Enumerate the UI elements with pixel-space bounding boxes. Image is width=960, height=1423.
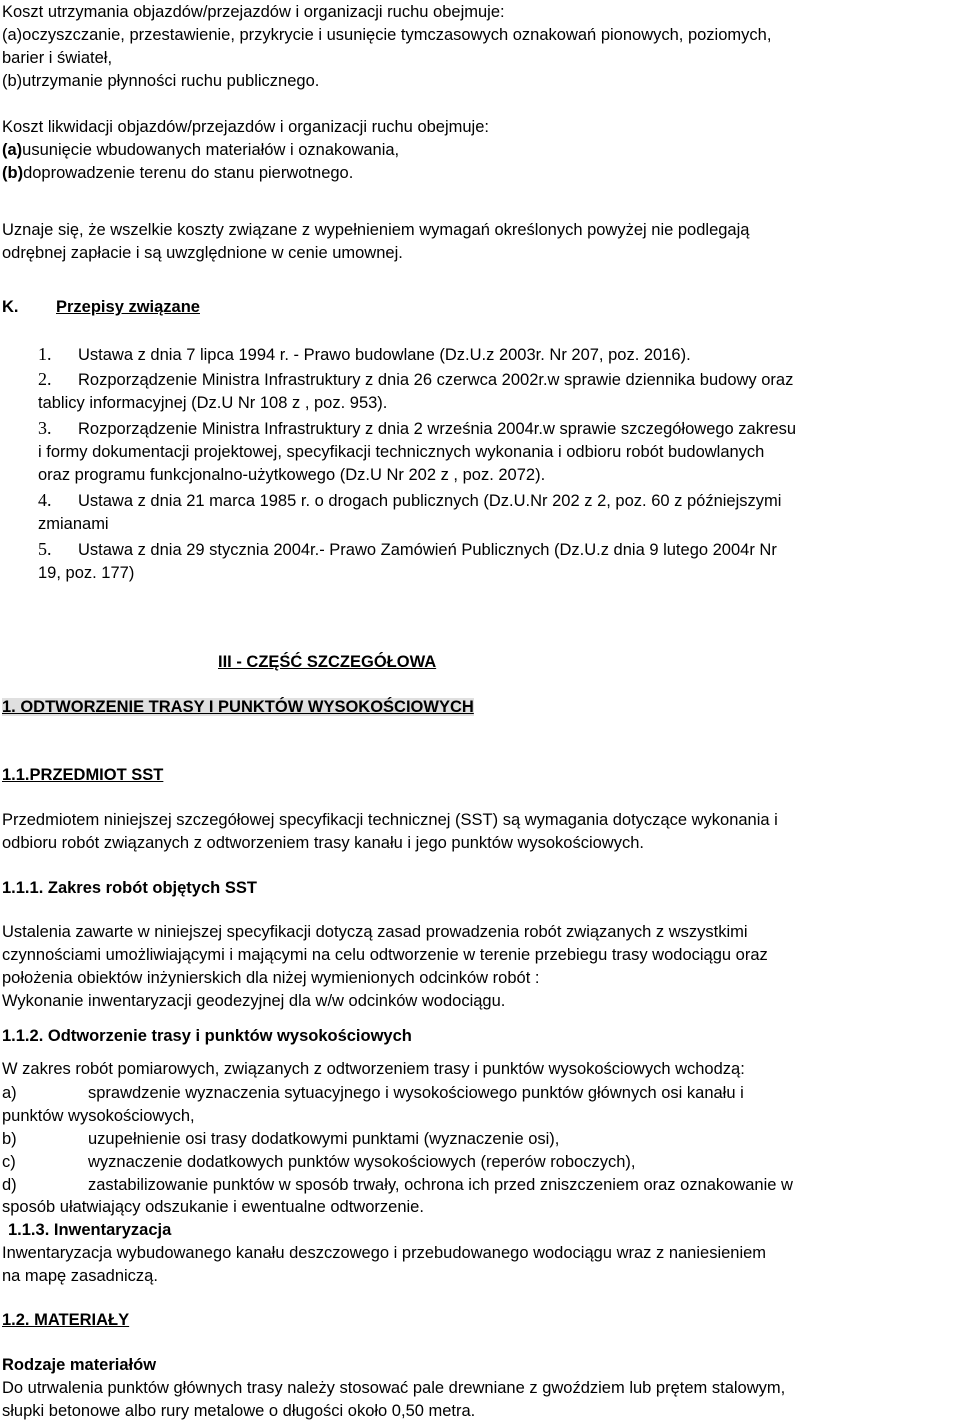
intro-line-3: barier i świateł,	[2, 49, 113, 67]
regulation-4-line-1: Ustawa z dnia 21 marca 1985 r. o drogach publicznych (Dz.U.Nr 202 z 2, poz. 60 z późniejszymi	[78, 492, 782, 510]
section-1-1-1-line-1: Ustalenia zawarte w niniejszej specyfikacji dotyczą zasad prowadzenia robót związanych z wszystkimi	[2, 923, 748, 941]
regulation-5-number: 5.	[38, 539, 52, 559]
intro-line-2: (a)oczyszczanie, przestawienie, przykrycie i usunięcie tymczasowych oznakowań pionowych, poziomych,	[2, 26, 772, 44]
part-3-title: III - CZĘŚĆ SZCZEGÓŁOWA	[218, 653, 437, 671]
item-d-label: d)	[2, 1176, 17, 1194]
regulation-1-number: 1.	[38, 344, 52, 364]
liquidation-item-a	[2, 140, 399, 160]
section-1-1-1-line-4: Wykonanie inwentaryzacji geodezyjnej dla w/w odcinków wodociągu.	[2, 992, 506, 1010]
regulation-3-line-2: i formy dokumentacji projektowej, specyfikacji technicznych wykonania i odbioru robót budowlanych	[38, 443, 765, 461]
section-1-1-1-line-2: czynnościami umożliwiającymi i mającymi na celu odtworzenie w terenie przebiegu trasy wodociągu oraz	[2, 946, 768, 964]
section-1-1-1-line-3: położenia obiektów inżynierskich dla niżej wymienionych odcinków robót :	[2, 969, 540, 987]
liquidation-item-b	[2, 163, 353, 183]
section-1-1-1-title: 1.1.1. Zakres robót objętych SST	[2, 879, 257, 897]
costs-line-1: Uznaje się, że wszelkie koszty związane z wypełnieniem wymagań określonych powyżej nie podlegają	[2, 221, 750, 239]
liquidation-b-text: doprowadzenie terenu do stanu pierwotnego.	[23, 164, 354, 182]
regulation-5-line-2: 19, poz. 177)	[38, 564, 135, 582]
liquidation-line-1: Koszt likwidacji objazdów/przejazdów i organizacji ruchu obejmuje:	[2, 118, 489, 136]
section-1-1-line-2: odbioru robót związanych z odtworzeniem trasy kanału i jego punktów wysokościowych.	[2, 834, 644, 852]
regulation-1-line-1: Ustawa z dnia 7 lipca 1994 r. - Prawo budowlane (Dz.U.z 2003r. Nr 207, poz. 2016).	[78, 346, 691, 364]
regulation-2-line-1: Rozporządzenie Ministra Infrastruktury z dnia 26 czerwca 2002r.w sprawie dziennika budowy oraz	[78, 371, 794, 389]
section-1-1-2-title: 1.1.2. Odtworzenie trasy i punktów wysokościowych	[2, 1027, 412, 1045]
section-1-title	[2, 697, 474, 717]
regulation-2-line-2: tablicy informacyjnej (Dz.U Nr 108 z , poz. 953).	[38, 394, 388, 412]
section-k-title: Przepisy związane	[56, 298, 200, 316]
intro-line-1: Koszt utrzymania objazdów/przejazdów i organizacji ruchu obejmuje:	[2, 3, 505, 21]
section-1-2-subtitle: Rodzaje materiałów	[2, 1356, 157, 1374]
liquidation-b-label: (b)	[2, 164, 24, 182]
section-1-1-2-intro: W zakres robót pomiarowych, związanych z odtworzeniem trasy i punktów wysokościowych wchodzą:	[2, 1060, 745, 1078]
item-a-text: sprawdzenie wyznaczenia sytuacyjnego i wysokościowego punktów głównych osi kanału i	[88, 1084, 744, 1102]
section-1-1-title: 1.1.PRZEDMIOT SST	[2, 766, 164, 784]
section-1-1-3-title: 1.1.3. Inwentaryzacja	[8, 1221, 172, 1239]
section-k-letter: K.	[2, 298, 19, 316]
regulation-3-line-3: oraz programu funkcjonalno-użytkowego (Dz.U Nr 202 z , poz. 2072).	[38, 466, 546, 484]
item-c-text: wyznaczenie dodatkowych punktów wysokościowych (reperów roboczych),	[88, 1153, 636, 1171]
item-b-text: uzupełnienie osi trasy dodatkowymi punktami (wyznaczenie osi),	[88, 1130, 560, 1148]
section-1-1-3-line-1: Inwentaryzacja wybudowanego kanału deszczowego i przebudowanego wodociągu wraz z naniesieniem	[2, 1244, 767, 1262]
section-1-1-line-1: Przedmiotem niniejszej szczegółowej specyfikacji technicznej (SST) są wymagania dotyczące wykonania i	[2, 811, 778, 829]
liquidation-a-label: (a)	[2, 141, 23, 159]
item-d-text: zastabilizowanie punktów w sposób trwały, ochrona ich przed zniszczeniem oraz oznakowanie w	[88, 1176, 793, 1194]
regulation-3-line-1: Rozporządzenie Ministra Infrastruktury z dnia 2 września 2004r.w sprawie szczegółowego zakresu	[78, 420, 797, 438]
liquidation-a-text: usunięcie wbudowanych materiałów i oznakowania,	[22, 141, 400, 159]
section-k-heading	[2, 297, 200, 317]
item-a-continuation: punktów wysokościowych,	[2, 1107, 195, 1125]
section-1-title-text: 1. ODTWORZENIE TRASY I PUNKTÓW WYSOKOŚCIOWYCH	[2, 698, 474, 716]
regulation-4-line-2: zmianami	[38, 515, 109, 533]
section-1-2-line-2: słupki betonowe albo rury metalowe o długości około 0,50 metra.	[2, 1402, 476, 1420]
section-1-2-title: 1.2. MATERIAŁY	[2, 1311, 130, 1329]
costs-line-2: odrębnej zapłacie i są uwzględnione w cenie umownej.	[2, 244, 403, 262]
item-d-continuation: sposób ułatwiający odszukanie i ewentualne odtworzenie.	[2, 1198, 424, 1216]
item-a-label: a)	[2, 1084, 17, 1102]
regulation-5-line-1: Ustawa z dnia 29 stycznia 2004r.- Prawo Zamówień Publicznych (Dz.U.z dnia 9 lutego 2004r Nr	[78, 541, 777, 559]
regulation-4-number: 4.	[38, 490, 52, 510]
section-1-2-line-1: Do utrwalenia punktów głównych trasy należy stosować pale drewniane z gwoździem lub prętem stalowym,	[2, 1379, 786, 1397]
intro-line-4: (b)utrzymanie płynności ruchu publicznego.	[2, 72, 320, 90]
regulation-2-number: 2.	[38, 369, 52, 389]
regulation-3-number: 3.	[38, 418, 52, 438]
section-1-1-3-line-2: na mapę zasadniczą.	[2, 1267, 158, 1285]
item-c-label: c)	[2, 1153, 16, 1171]
item-b-label: b)	[2, 1130, 17, 1148]
